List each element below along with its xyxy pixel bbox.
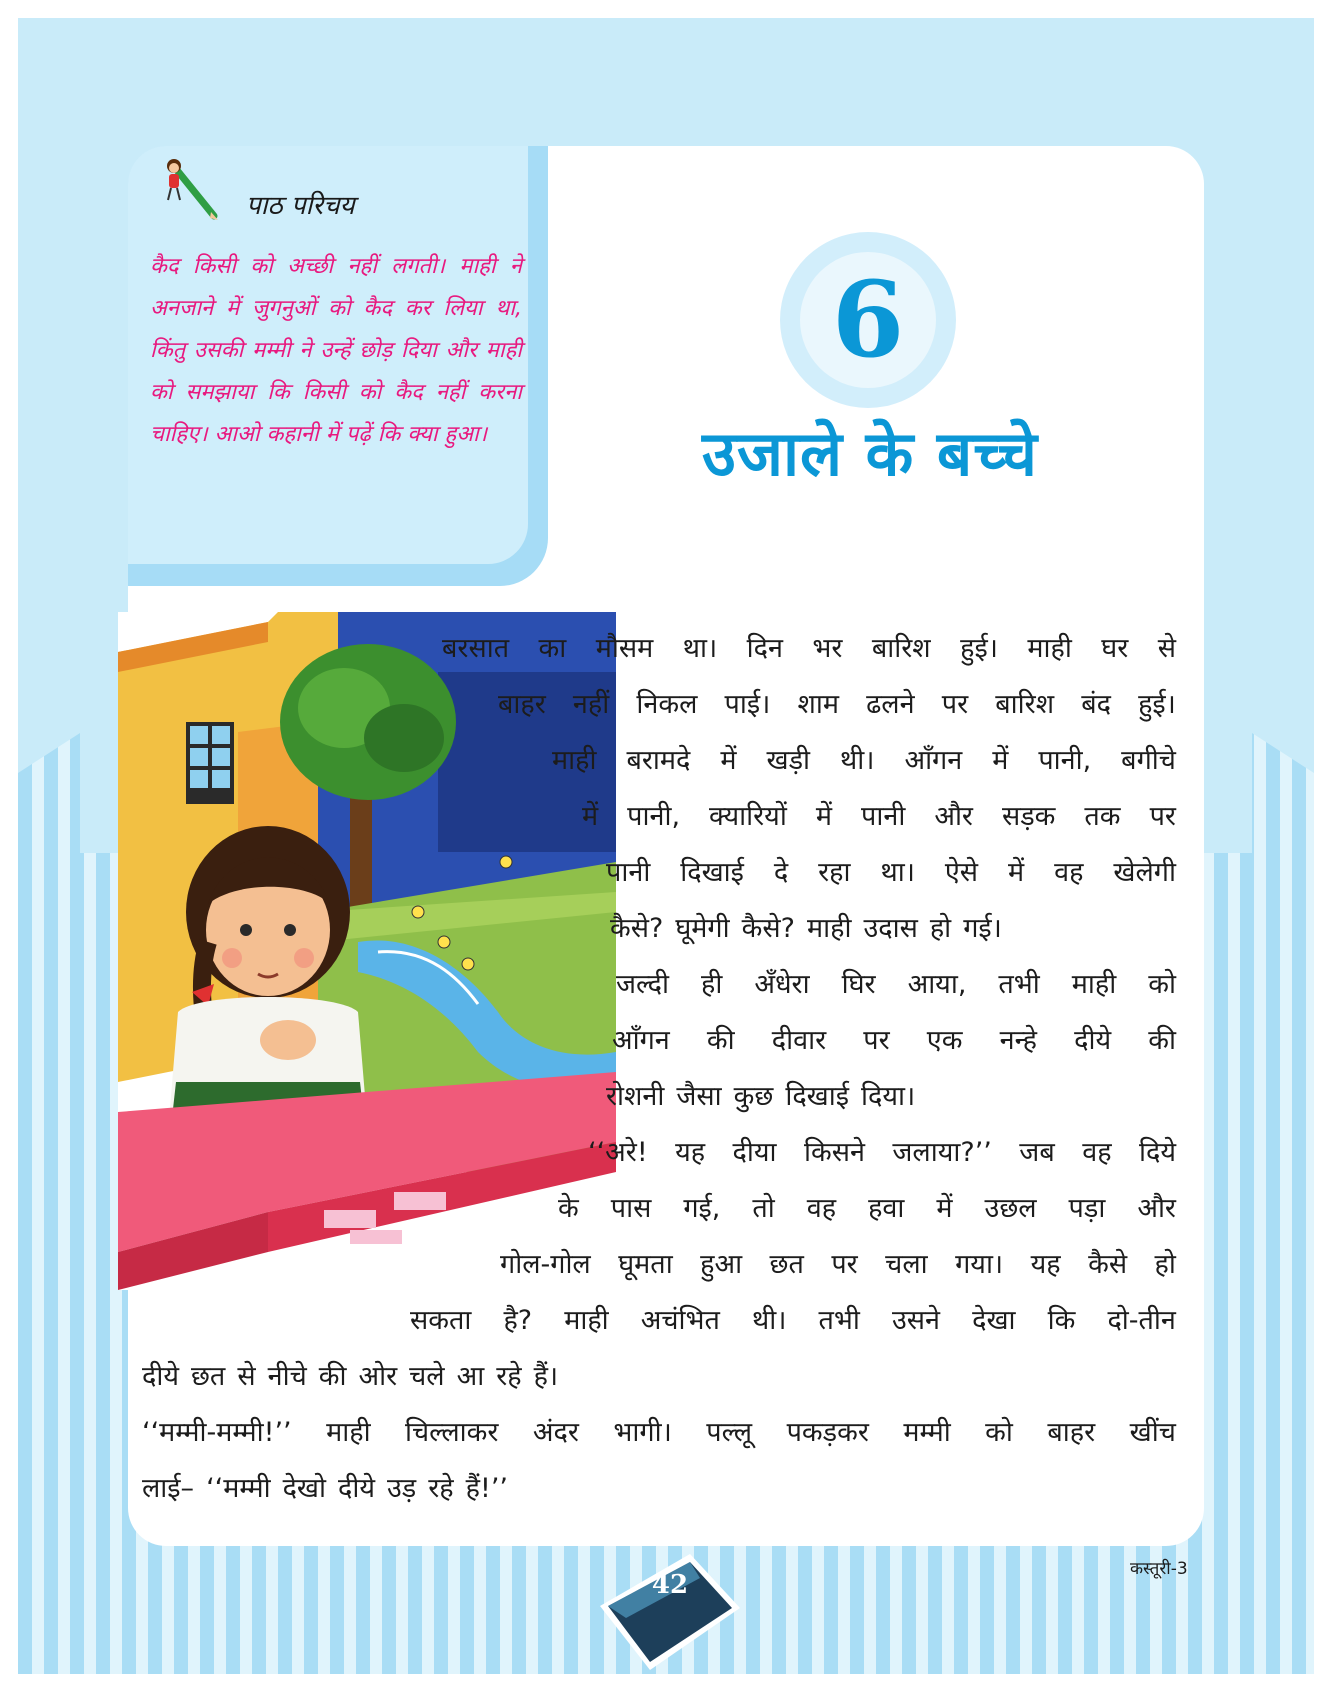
story-word: आँगन xyxy=(904,745,963,776)
story-word: घूमता xyxy=(618,1249,673,1280)
story-word: बगीचे xyxy=(1121,745,1176,776)
story-word: दीये xyxy=(1074,1025,1112,1056)
story-word: बारिश xyxy=(871,633,931,664)
story-text xyxy=(130,0,1206,1692)
story-word: पल्लू xyxy=(706,1417,753,1448)
story-word: उदास xyxy=(863,913,918,944)
story-word: था। xyxy=(880,857,915,888)
story-word: दे xyxy=(773,857,789,888)
story-word: चला xyxy=(885,1249,928,1280)
story-word: ‘‘मम्मी xyxy=(206,1473,271,1504)
story-word: गई। xyxy=(963,913,1002,944)
story-word: पर xyxy=(941,689,969,720)
chapter-title: उजाले के बच्चे xyxy=(701,417,1038,490)
story-word: आ xyxy=(456,1361,485,1392)
story-word: कैसे? xyxy=(610,913,664,944)
story-word: दीये xyxy=(142,1361,179,1392)
story-line xyxy=(142,1468,1176,1505)
story-line xyxy=(500,1244,1176,1281)
story-word: तभी xyxy=(818,1305,860,1336)
story-word: कि xyxy=(1047,1305,1076,1336)
story-word: भर xyxy=(812,633,843,664)
story-line xyxy=(582,796,1176,833)
story-line xyxy=(610,908,1176,945)
story-word: जब xyxy=(1019,1137,1055,1168)
story-word: बरसात xyxy=(442,633,510,664)
story-word: पर xyxy=(831,1249,858,1280)
story-line xyxy=(558,1188,1176,1225)
story-word: को xyxy=(1148,969,1176,1000)
story-line xyxy=(612,1020,1176,1057)
story-word: की xyxy=(318,1361,347,1392)
story-word: घिर xyxy=(841,969,876,1000)
story-word: और xyxy=(934,801,973,832)
story-word: पड़ा xyxy=(1068,1193,1106,1224)
story-word: मौसम xyxy=(595,633,654,664)
story-word: दीवार xyxy=(771,1025,827,1056)
story-word: में xyxy=(720,745,737,776)
story-word: सकता xyxy=(410,1305,472,1336)
story-word: की xyxy=(1148,1025,1176,1056)
story-word: नीचे xyxy=(267,1361,307,1392)
story-word: को xyxy=(985,1417,1013,1448)
story-word: हैं!’’ xyxy=(465,1473,508,1504)
story-word: छत xyxy=(191,1361,226,1392)
story-word: रहे xyxy=(428,1473,454,1504)
story-word: दिया। xyxy=(861,1081,916,1112)
story-word: में xyxy=(1008,857,1025,888)
story-line xyxy=(142,1412,1176,1449)
story-word: अचंभित xyxy=(640,1305,720,1336)
story-word: निकल xyxy=(636,689,698,720)
story-word: तभी xyxy=(998,969,1040,1000)
story-word: आया, xyxy=(907,969,967,1000)
page-number-badge xyxy=(590,1548,750,1676)
story-line xyxy=(410,1300,1176,1337)
story-word: तो xyxy=(752,1193,775,1224)
story-word: माही xyxy=(326,1417,371,1448)
story-word: उसने xyxy=(892,1305,941,1336)
story-word: नहीं xyxy=(572,689,610,720)
story-word: रहा xyxy=(818,857,851,888)
story-word: शाम xyxy=(797,689,839,720)
story-word: है? xyxy=(503,1305,533,1336)
story-word: माही xyxy=(1027,633,1072,664)
story-word: दो-तीन xyxy=(1107,1305,1176,1336)
story-word: आँगन xyxy=(612,1025,670,1056)
story-word: लाई– xyxy=(142,1473,195,1504)
story-word: ‘‘अरे! xyxy=(588,1137,648,1168)
story-word: गया। xyxy=(955,1249,1004,1280)
story-word: पाई। xyxy=(724,689,771,720)
story-word: कैसे? xyxy=(741,913,795,944)
story-word: में xyxy=(582,801,599,832)
story-line xyxy=(606,852,1176,889)
story-word: एक xyxy=(926,1025,963,1056)
page-number: 42 xyxy=(651,1570,689,1600)
story-word: खड़ी xyxy=(766,745,811,776)
story-word: पानी xyxy=(861,801,906,832)
intro-text: कैद किसी को अच्छी नहीं लगती। माही ने अनजाने में जुगनुओं को कैद कर लिया था, किंतु उसकी मम्मी ने उन्हें छोड़ दिया और माही को समझाया कि किसी को कैद नहीं करना चाहिए। आओ कहानी में पढ़ें कि क्या हुआ। xyxy=(150,254,522,447)
story-word: जलाया?’’ xyxy=(892,1137,992,1168)
story-word: ओर xyxy=(358,1361,398,1392)
story-word: खींच xyxy=(1129,1417,1176,1448)
story-word: हो xyxy=(1154,1249,1176,1280)
story-word: रहे xyxy=(496,1361,522,1392)
story-word: ‘‘मम्मी-मम्मी!’’ xyxy=(142,1417,292,1448)
story-word: अँधेरा xyxy=(754,969,810,1000)
story-word: दिन xyxy=(746,633,783,664)
story-word: बारिश xyxy=(995,689,1055,720)
story-word: नन्हे xyxy=(999,1025,1037,1056)
story-word: था। xyxy=(682,633,718,664)
story-word: पास xyxy=(610,1193,652,1224)
story-word: और xyxy=(1137,1193,1176,1224)
story-word: पकड़कर xyxy=(786,1417,869,1448)
story-word: चले xyxy=(409,1361,445,1392)
story-word: ऐसे xyxy=(944,857,979,888)
story-word: दिखाई xyxy=(680,857,744,888)
story-word: हुआ xyxy=(700,1249,743,1280)
story-word: पानी xyxy=(606,857,651,888)
story-word: उछल xyxy=(984,1193,1037,1224)
story-word: दीये xyxy=(338,1473,376,1504)
story-word: पर xyxy=(863,1025,890,1056)
story-word: दिखाई xyxy=(785,1081,849,1112)
story-word: का xyxy=(538,633,567,664)
story-word: कैसे xyxy=(1088,1249,1128,1280)
story-word: जैसा xyxy=(676,1081,722,1112)
story-word: ही xyxy=(701,969,723,1000)
story-word: कुछ xyxy=(733,1081,774,1112)
story-word: वह xyxy=(1082,1137,1112,1168)
story-word: बाहर xyxy=(1047,1417,1096,1448)
story-word: यह xyxy=(675,1137,706,1168)
story-word: घर xyxy=(1101,633,1129,664)
story-word: से xyxy=(237,1361,256,1392)
story-word: हैं। xyxy=(533,1361,559,1392)
story-word: छत xyxy=(769,1249,804,1280)
story-line xyxy=(442,628,1176,665)
story-word: सड़क xyxy=(1001,801,1056,832)
story-word: पानी, xyxy=(1038,745,1092,776)
story-word: माही xyxy=(1071,969,1117,1000)
story-line xyxy=(588,1132,1176,1169)
story-word: घूमेगी xyxy=(675,913,730,944)
story-line xyxy=(142,1356,1176,1393)
story-word: उड़ xyxy=(387,1473,417,1504)
story-word: माही xyxy=(552,745,597,776)
story-word: देखो xyxy=(282,1473,327,1504)
story-word: में xyxy=(936,1193,953,1224)
story-word: पर xyxy=(1149,801,1176,832)
story-word: की xyxy=(706,1025,735,1056)
story-word: पानी, xyxy=(627,801,681,832)
story-word: तक xyxy=(1084,801,1121,832)
story-word: भागी। xyxy=(613,1417,672,1448)
story-word: दिये xyxy=(1138,1137,1176,1168)
story-word: वह xyxy=(1054,857,1084,888)
story-word: ढलने xyxy=(866,689,915,720)
story-word: से xyxy=(1157,633,1176,664)
story-word: हुई। xyxy=(960,633,998,664)
story-word: यह xyxy=(1030,1249,1061,1280)
story-word: देखा xyxy=(972,1305,1016,1336)
story-line xyxy=(606,1076,1176,1113)
story-word: के xyxy=(558,1193,579,1224)
story-word: वह xyxy=(806,1193,837,1224)
story-word: जल्दी xyxy=(616,969,670,1000)
story-word: अंदर xyxy=(532,1417,579,1448)
story-word: गोल-गोल xyxy=(500,1249,591,1280)
story-word: चिल्लाकर xyxy=(405,1417,499,1448)
story-word: हवा xyxy=(868,1193,905,1224)
story-word: माही xyxy=(806,913,852,944)
book-name: कस्तूरी-3 xyxy=(1130,1559,1188,1579)
chapter-number: 6 xyxy=(831,258,905,381)
story-word: हो xyxy=(929,913,952,944)
story-word: क्यारियों xyxy=(709,801,787,832)
story-word: बंद xyxy=(1081,689,1111,720)
story-word: बाहर xyxy=(498,689,546,720)
story-word: माही xyxy=(564,1305,609,1336)
intro-heading: पाठ परिचय xyxy=(246,191,355,221)
story-word: मम्मी xyxy=(903,1417,951,1448)
story-word: गई, xyxy=(683,1193,721,1224)
story-line xyxy=(616,964,1176,1001)
story-word: हुई। xyxy=(1138,689,1176,720)
story-word: खेलेगी xyxy=(1113,857,1176,888)
story-line xyxy=(552,740,1176,777)
story-word: किसने xyxy=(803,1137,865,1168)
story-word: रोशनी xyxy=(606,1081,665,1112)
story-word: में xyxy=(992,745,1009,776)
story-word: थी। xyxy=(839,745,875,776)
story-word: थी। xyxy=(751,1305,787,1336)
story-word: दीया xyxy=(732,1137,777,1168)
story-line xyxy=(498,684,1176,721)
story-word: बरामदे xyxy=(626,745,691,776)
story-word: में xyxy=(815,801,832,832)
